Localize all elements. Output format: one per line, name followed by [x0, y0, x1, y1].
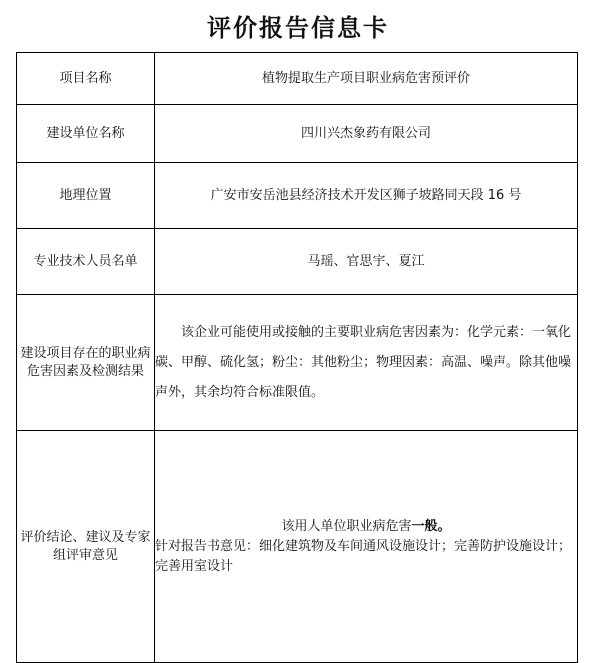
unit-name-value: 四川兴杰象药有限公司: [155, 105, 578, 163]
page-title: 评价报告信息卡: [207, 13, 389, 42]
table-row: [17, 295, 578, 431]
staff-list-label: 专业技术人员名单: [17, 229, 155, 295]
table-row: [17, 229, 578, 295]
conclusion-emphasis: 一般。: [411, 518, 451, 534]
unit-name-label: 建设单位名称: [17, 105, 155, 163]
review-advice: 针对报告书意见：细化建筑物及车间通风设施设计；完善防护设施设计；完善用室设计: [155, 538, 572, 574]
hazard-factors-label: 建设项目存在的职业病危害因素及检测结果: [17, 295, 155, 431]
table-row: [17, 431, 578, 663]
info-card-table: [16, 52, 578, 663]
project-name-value: 植物提取生产项目职业病危害预评价: [155, 53, 578, 105]
table-row: [17, 53, 578, 105]
conclusion-text: 该用人单位职业病危害: [281, 518, 412, 534]
location-label: 地理位置: [17, 163, 155, 229]
table-row: [17, 163, 578, 229]
hazard-factors-value: 该企业可能使用或接触的主要职业病危害因素为：化学元素：一氧化碳、甲醇、硫化氢；粉尘：其他粉尘；物理因素：高温、噪声。除其他噪声外，其余均符合标准限值。: [155, 324, 572, 400]
staff-list-value: 马瑶、官思宇、夏江: [155, 229, 578, 295]
conclusion-line: [155, 517, 577, 537]
table-row: [17, 105, 578, 163]
project-name-label: 项目名称: [17, 53, 155, 105]
conclusion-label: 评价结论、建议及专家组评审意见: [17, 431, 155, 663]
location-value: 广安市安岳池县经济技术开发区狮子坡路同天段 16 号: [155, 163, 578, 229]
